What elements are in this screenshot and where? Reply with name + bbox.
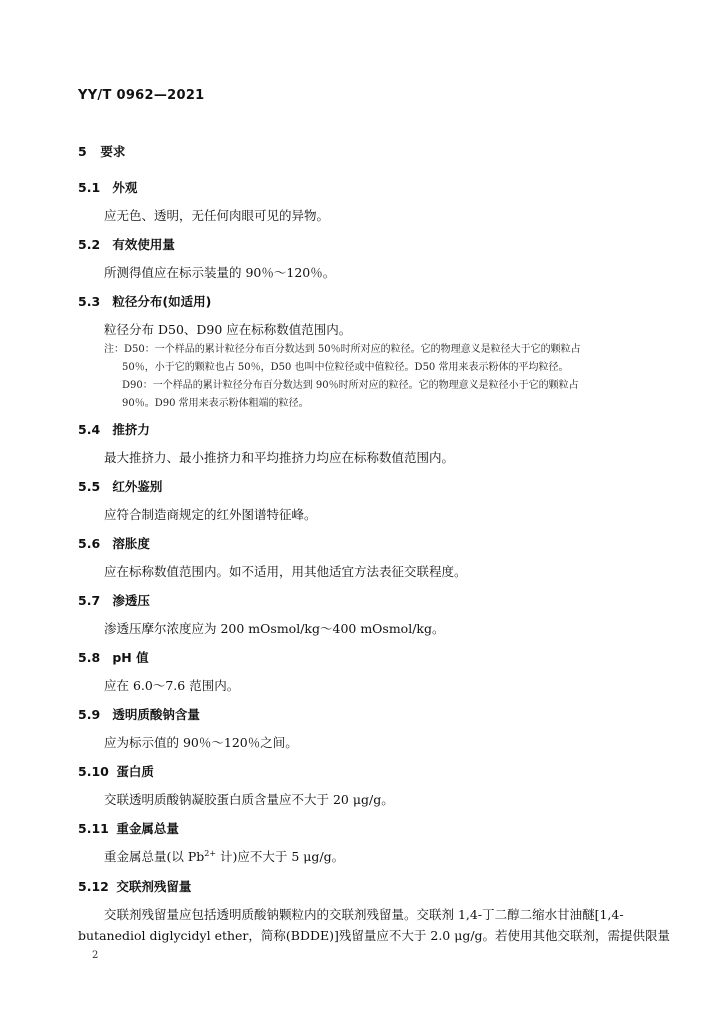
section-title: 推挤力 <box>112 422 150 437</box>
section-title: 溶胀度 <box>112 536 150 551</box>
section-title: 外观 <box>112 180 138 195</box>
section-number: 5.12 <box>78 879 109 894</box>
section-number: 5.5 <box>78 479 101 494</box>
section-heading <box>78 877 191 895</box>
section-heading <box>78 819 179 837</box>
section-number: 5.2 <box>78 237 101 252</box>
section-heading <box>78 292 211 310</box>
section-text: 粒径分布 D50、D90 应在标称数值范围内。 <box>104 322 352 337</box>
standard-code: YY/T 0962—2021 <box>78 88 205 103</box>
section-number: 5.10 <box>78 764 109 779</box>
section-title: 有效使用量 <box>112 237 175 252</box>
section-number: 5.8 <box>78 650 101 665</box>
section-title: 重金属总量 <box>116 821 179 836</box>
section-title: pH 值 <box>112 650 149 665</box>
section-text: 应为标示值的 90％～120％之间。 <box>104 735 298 750</box>
section-text: 交联透明质酸钠凝胶蛋白质含量应不大于 20 μg/g。 <box>104 792 394 807</box>
section-heading <box>78 648 149 666</box>
section-number: 5.6 <box>78 536 101 551</box>
section-heading <box>78 235 175 253</box>
section-text: 应在 6.0～7.6 范围内。 <box>104 678 240 693</box>
section-heading <box>78 477 162 495</box>
section-number: 5.4 <box>78 422 101 437</box>
section-title: 粒径分布(如适用) <box>112 294 212 309</box>
section-text: 最大推挤力、最小推挤力和平均推挤力均应在标称数值范围内。 <box>104 450 455 465</box>
note-line: 注：D50：一个样品的累计粒径分布百分数达到 50％时所对应的粒径。它的物理意义是粒径大于它的颗粒占 <box>104 344 581 355</box>
text-part: 重金属总量(以 Pb <box>104 849 205 864</box>
section-title: 要求 <box>100 144 126 159</box>
note-line: D90：一个样品的累计粒径分布百分数达到 90％时所对应的粒径。它的物理意义是粒径小于它的颗粒占 <box>122 380 579 391</box>
section-title: 透明质酸钠含量 <box>112 707 200 722</box>
page-number: 2 <box>92 950 99 961</box>
section-number: 5 <box>78 144 87 159</box>
section-text: 应无色、透明，无任何肉眼可见的异物。 <box>104 208 330 223</box>
section-number: 5.3 <box>78 294 101 309</box>
section-title: 交联剂残留量 <box>116 879 192 894</box>
section-heading <box>78 705 200 723</box>
note-line: 90％。D90 常用来表示粉体粗端的粒径。 <box>122 398 309 409</box>
section-text: 渗透压摩尔浓度应为 200 mOsmol/kg～400 mOsmol/kg。 <box>104 621 445 636</box>
section-number: 5.7 <box>78 593 101 608</box>
section-heading <box>78 142 125 160</box>
section-title: 蛋白质 <box>116 764 154 779</box>
section-number: 5.9 <box>78 707 101 722</box>
section-text <box>104 847 344 865</box>
section-text: 应符合制造商规定的红外图谱特征峰。 <box>104 507 317 522</box>
section-heading <box>78 534 150 552</box>
section-heading <box>78 762 154 780</box>
note-line: 50％，小于它的颗粒也占 50％，D50 也叫中位粒径或中值粒径。D50 常用来表示粉体的平均粒径。 <box>122 362 569 373</box>
superscript: 2+ <box>204 848 217 858</box>
section-heading <box>78 178 137 196</box>
section-number: 5.1 <box>78 180 101 195</box>
section-title: 红外鉴别 <box>112 479 163 494</box>
section-number: 5.11 <box>78 821 109 836</box>
section-text: 应在标称数值范围内。如不适用，用其他适宜方法表征交联程度。 <box>104 564 467 579</box>
text-part: 计)应不大于 5 μg/g。 <box>216 849 345 864</box>
section-text: butanediol diglycidyl ether，简称(BDDE)]残留量应不大于 2.0 μg/g。若使用其他交联剂，需提供限量 <box>78 928 671 943</box>
section-title: 渗透压 <box>112 593 150 608</box>
section-heading <box>78 591 150 609</box>
section-text: 交联剂残留量应包括透明质酸钠颗粒内的交联剂残留量。交联剂 1,4-丁二醇二缩水甘油醚[1,4- <box>104 907 624 922</box>
section-text: 所测得值应在标示装量的 90％～120％。 <box>104 265 336 280</box>
section-heading <box>78 420 150 438</box>
